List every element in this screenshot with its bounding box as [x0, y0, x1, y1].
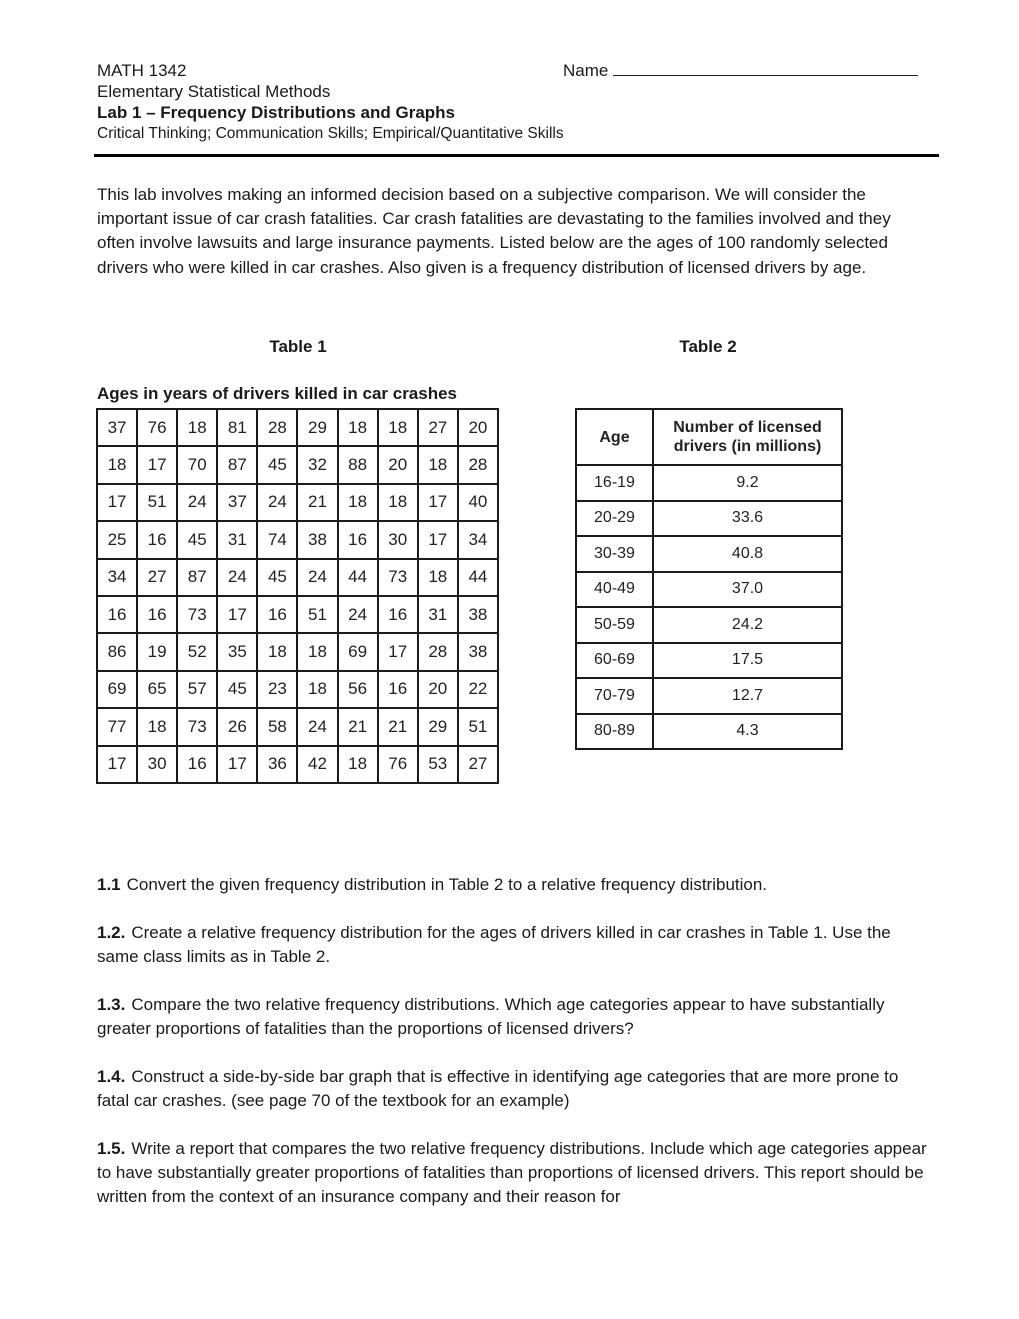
questions-list [97, 873, 927, 1233]
age-cell: 27 [137, 559, 177, 596]
table-row [97, 671, 498, 708]
licensed-drivers-cell: 33.6 [653, 501, 842, 537]
table-row [576, 536, 842, 572]
skills-line: Critical Thinking; Communication Skills; Empirical/Quantitative Skills [97, 125, 564, 142]
table-row [576, 501, 842, 537]
age-cell: 32 [297, 446, 337, 483]
age-cell: 17 [97, 746, 137, 783]
age-cell: 74 [257, 521, 297, 558]
age-cell: 56 [338, 671, 378, 708]
age-cell: 23 [257, 671, 297, 708]
age-cell: 16 [177, 746, 217, 783]
age-cell: 76 [378, 746, 418, 783]
age-cell: 24 [297, 559, 337, 596]
licensed-drivers-cell: 24.2 [653, 607, 842, 643]
table-row [97, 446, 498, 483]
age-cell: 57 [177, 671, 217, 708]
age-cell: 22 [458, 671, 498, 708]
age-cell: 58 [257, 708, 297, 745]
licensed-drivers-cell: 12.7 [653, 678, 842, 714]
age-cell: 17 [217, 596, 257, 633]
age-cell: 30 [137, 746, 177, 783]
age-cell: 51 [458, 708, 498, 745]
age-cell: 26 [217, 708, 257, 745]
table-row [97, 559, 498, 596]
age-cell: 31 [217, 521, 257, 558]
licensed-drivers-table [575, 408, 843, 750]
name-field [563, 60, 918, 81]
age-cell: 19 [137, 633, 177, 670]
question-item [97, 921, 927, 969]
age-cell: 18 [297, 671, 337, 708]
table-row [576, 465, 842, 501]
age-cell: 42 [297, 746, 337, 783]
licensed-drivers-cell: 4.3 [653, 714, 842, 750]
course-name: Elementary Statistical Methods [97, 82, 331, 101]
age-cell: 16 [97, 596, 137, 633]
age-cell: 24 [177, 484, 217, 521]
age-cell: 18 [137, 708, 177, 745]
age-cell: 88 [338, 446, 378, 483]
column-header-age: Age [576, 409, 653, 465]
question-text: Compare the two relative frequency distributions. Which age categories appear to have substantially greater proportions of fatalities than the proportions of licensed drivers? [97, 995, 885, 1038]
age-cell: 17 [418, 521, 458, 558]
age-cell: 40 [458, 484, 498, 521]
table-row [97, 484, 498, 521]
age-range-cell: 20-29 [576, 501, 653, 537]
table-row [97, 633, 498, 670]
table-row [97, 708, 498, 745]
age-cell: 77 [97, 708, 137, 745]
age-cell: 16 [257, 596, 297, 633]
age-cell: 16 [137, 596, 177, 633]
table-row [576, 607, 842, 643]
age-cell: 70 [177, 446, 217, 483]
age-cell: 16 [378, 671, 418, 708]
age-cell: 21 [378, 708, 418, 745]
age-cell: 36 [257, 746, 297, 783]
age-cell: 45 [257, 446, 297, 483]
age-cell: 35 [217, 633, 257, 670]
age-cell: 29 [297, 409, 337, 446]
table2-caption: Table 2 [679, 337, 737, 356]
ages-table [96, 408, 499, 784]
age-cell: 69 [338, 633, 378, 670]
header-divider [94, 154, 939, 157]
age-cell: 37 [217, 484, 257, 521]
licensed-drivers-cell: 9.2 [653, 465, 842, 501]
lab-title: Lab 1 – Frequency Distributions and Graphs [97, 103, 456, 122]
age-range-cell: 40-49 [576, 572, 653, 608]
question-text: Create a relative frequency distribution for the ages of drivers killed in car crashes in Table 1. Use the same class limits as in Table 2. [97, 923, 891, 966]
age-cell: 69 [97, 671, 137, 708]
age-range-cell: 50-59 [576, 607, 653, 643]
age-cell: 21 [297, 484, 337, 521]
age-cell: 27 [418, 409, 458, 446]
age-cell: 73 [177, 596, 217, 633]
age-cell: 24 [257, 484, 297, 521]
age-cell: 20 [458, 409, 498, 446]
question-text: Write a report that compares the two relative frequency distributions. Include which age categories appear to have substantially greater proportions of fatalities than proportions of licensed drivers. This report should be written from the context of an insurance company and their reason for [97, 1139, 927, 1206]
age-cell: 18 [418, 446, 458, 483]
age-cell: 16 [137, 521, 177, 558]
age-cell: 34 [458, 521, 498, 558]
age-cell: 45 [177, 521, 217, 558]
intro-paragraph: This lab involves making an informed decision based on a subjective comparison. We will consider the important issue of car crash fatalities. Car crash fatalities are devastating to the families involved and they often involve lawsuits and large insurance payments. Listed below are the ages of 100 randomly selected drivers who were killed in car crashes. Also given is a frequency distribution of licensed drivers by age. [97, 185, 891, 277]
question-number: 1.2. [97, 923, 126, 942]
table-row [576, 572, 842, 608]
age-cell: 18 [378, 484, 418, 521]
age-cell: 18 [177, 409, 217, 446]
age-cell: 17 [97, 484, 137, 521]
age-cell: 38 [297, 521, 337, 558]
age-cell: 86 [97, 633, 137, 670]
table-row [97, 409, 498, 446]
age-cell: 18 [418, 559, 458, 596]
table1-caption: Table 1 [269, 337, 327, 356]
age-range-cell: 60-69 [576, 643, 653, 679]
table-row [97, 521, 498, 558]
age-range-cell: 70-79 [576, 678, 653, 714]
age-cell: 73 [378, 559, 418, 596]
age-cell: 16 [338, 521, 378, 558]
licensed-drivers-cell: 17.5 [653, 643, 842, 679]
age-cell: 87 [217, 446, 257, 483]
licensed-drivers-cell: 37.0 [653, 572, 842, 608]
age-cell: 18 [297, 633, 337, 670]
question-item [97, 873, 927, 897]
table-row [576, 643, 842, 679]
age-cell: 17 [378, 633, 418, 670]
age-range-cell: 16-19 [576, 465, 653, 501]
age-cell: 18 [338, 409, 378, 446]
age-cell: 53 [418, 746, 458, 783]
age-cell: 16 [378, 596, 418, 633]
age-cell: 28 [458, 446, 498, 483]
age-cell: 31 [418, 596, 458, 633]
age-cell: 87 [177, 559, 217, 596]
name-label: Name [563, 61, 609, 80]
question-item [97, 1137, 927, 1209]
licensed-drivers-cell: 40.8 [653, 536, 842, 572]
age-cell: 81 [217, 409, 257, 446]
age-cell: 44 [458, 559, 498, 596]
age-cell: 27 [458, 746, 498, 783]
table1-subtitle: Ages in years of drivers killed in car crashes [97, 384, 458, 403]
question-number: 1.5. [97, 1139, 126, 1158]
table-row [97, 746, 498, 783]
table-row [576, 678, 842, 714]
age-cell: 30 [378, 521, 418, 558]
age-cell: 65 [137, 671, 177, 708]
age-cell: 38 [458, 633, 498, 670]
age-cell: 51 [137, 484, 177, 521]
age-cell: 51 [297, 596, 337, 633]
question-text: Construct a side-by-side bar graph that is effective in identifying age categories that are more prone to fatal car crashes. (see page 70 of the textbook for an example) [97, 1067, 899, 1110]
question-item [97, 1065, 927, 1113]
question-text: Convert the given frequency distribution in Table 2 to a relative frequency distribution. [126, 875, 768, 894]
age-cell: 52 [177, 633, 217, 670]
age-cell: 38 [458, 596, 498, 633]
age-cell: 73 [177, 708, 217, 745]
age-cell: 18 [97, 446, 137, 483]
question-number: 1.1 [97, 875, 121, 894]
age-cell: 34 [97, 559, 137, 596]
age-cell: 45 [257, 559, 297, 596]
age-cell: 29 [418, 708, 458, 745]
age-cell: 76 [137, 409, 177, 446]
question-item [97, 993, 927, 1041]
age-cell: 17 [137, 446, 177, 483]
table-row [576, 714, 842, 750]
age-cell: 24 [338, 596, 378, 633]
age-cell: 17 [418, 484, 458, 521]
age-cell: 18 [338, 746, 378, 783]
age-cell: 20 [418, 671, 458, 708]
question-number: 1.3. [97, 995, 126, 1014]
age-cell: 20 [378, 446, 418, 483]
course-code: MATH 1342 [97, 61, 187, 80]
age-cell: 18 [338, 484, 378, 521]
age-cell: 17 [217, 746, 257, 783]
age-cell: 44 [338, 559, 378, 596]
age-cell: 21 [338, 708, 378, 745]
age-cell: 37 [97, 409, 137, 446]
table-row [97, 596, 498, 633]
age-cell: 18 [378, 409, 418, 446]
column-header-licensed-drivers: Number of licensed drivers (in millions) [653, 409, 842, 465]
age-cell: 24 [297, 708, 337, 745]
age-cell: 45 [217, 671, 257, 708]
question-number: 1.4. [97, 1067, 126, 1086]
name-blank-line[interactable] [613, 61, 918, 76]
table-header-row [576, 409, 842, 465]
age-cell: 25 [97, 521, 137, 558]
age-range-cell: 30-39 [576, 536, 653, 572]
age-cell: 24 [217, 559, 257, 596]
age-cell: 28 [418, 633, 458, 670]
age-range-cell: 80-89 [576, 714, 653, 750]
age-cell: 18 [257, 633, 297, 670]
age-cell: 28 [257, 409, 297, 446]
